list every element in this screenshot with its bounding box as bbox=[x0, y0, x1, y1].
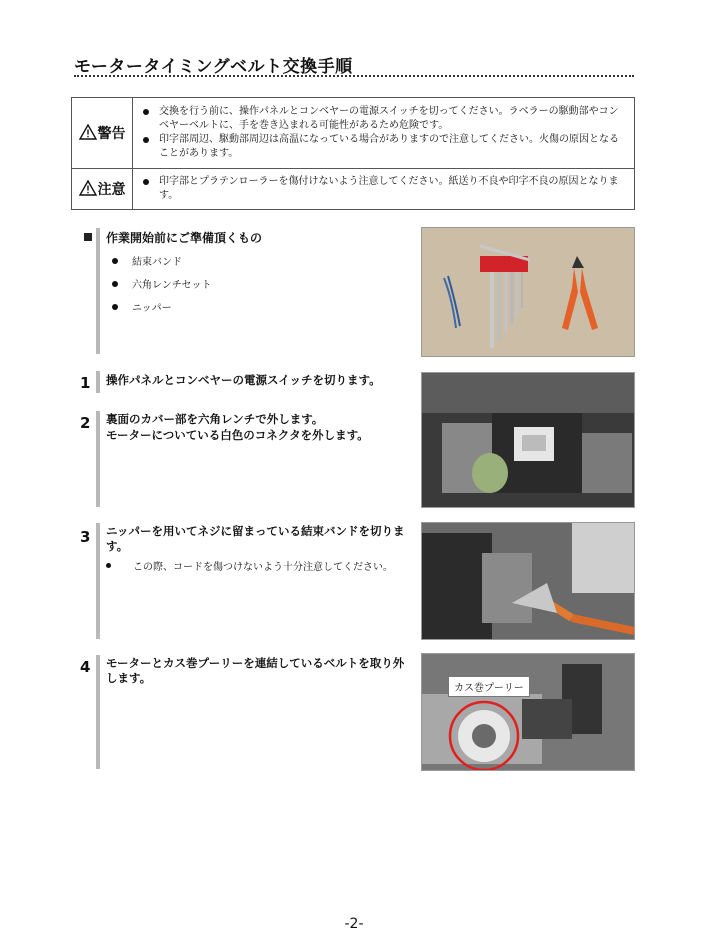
caution-item: 印字部とプラテンローラーを傷付けないよう注意してください。紙送り不良や印字不良の原因となります。 bbox=[139, 175, 628, 203]
warning-row bbox=[72, 98, 635, 169]
warning-label: 警告 bbox=[97, 125, 126, 142]
step-number: 1 bbox=[80, 374, 91, 392]
warning-item: 交換を行う前に、操作パネルとコンベヤーの電源スイッチを切ってください。ラベラーの駆動部やコンベヤーベルトに、手を巻き込まれる可能性があるため危険です。 bbox=[139, 105, 628, 133]
step-text: 操作パネルとコンベヤーの電源スイッチを切ります。 bbox=[106, 373, 381, 387]
section-square-icon bbox=[84, 233, 92, 241]
prep-item: 六角レンチセット bbox=[112, 276, 212, 291]
step-note: この際、コードを傷つけないよう十分注意してください。 bbox=[106, 558, 393, 573]
caution-label: 注意 bbox=[97, 181, 126, 198]
warning-text-cell bbox=[133, 98, 635, 169]
step-bar bbox=[96, 655, 100, 769]
step-text: モーターとカス巻プーリーを連結しているベルトを取り外します。 bbox=[106, 656, 405, 685]
page-number: -2- bbox=[344, 916, 364, 932]
caution-triangle-icon bbox=[79, 180, 97, 200]
title-underline bbox=[74, 75, 634, 77]
step-number: 2 bbox=[80, 414, 91, 432]
caution-text-cell bbox=[133, 169, 635, 210]
warning-item: 印字部周辺、駆動部周辺は高温になっている場合がありますので注意してください。火傷の原因となることがあります。 bbox=[139, 133, 628, 161]
tools-photo bbox=[421, 227, 635, 357]
step-text-line2: モーターについている白色のコネクタを外します。 bbox=[106, 428, 369, 442]
pulley-callout: カス巻プーリー bbox=[448, 676, 530, 697]
step-text: ニッパーを用いてネジに留まっている結束バンドを切ります。 bbox=[106, 524, 405, 553]
step4-photo bbox=[421, 653, 635, 771]
caution-label-cell bbox=[72, 169, 133, 210]
warning-label-cell bbox=[72, 98, 133, 169]
step-bar bbox=[96, 371, 100, 393]
step3-photo bbox=[421, 522, 635, 640]
prep-heading: 作業開始前にご準備頂くもの bbox=[106, 231, 263, 245]
step-text: 裏面のカバー部を六角レンチで外します。 bbox=[106, 412, 324, 426]
step-number: 3 bbox=[80, 528, 91, 546]
caution-row bbox=[72, 169, 635, 210]
prep-item: ニッパー bbox=[112, 299, 172, 314]
step2-photo bbox=[421, 372, 635, 508]
warning-triangle-icon bbox=[79, 124, 97, 144]
safety-table bbox=[71, 97, 635, 210]
step-bar bbox=[96, 411, 100, 507]
step-number: 4 bbox=[80, 658, 91, 676]
note-bullet-icon bbox=[106, 563, 111, 568]
prep-item: 結束バンド bbox=[112, 253, 182, 268]
page-title: モータータイミングベルト交換手順 bbox=[74, 57, 353, 77]
step-bar bbox=[96, 523, 100, 639]
section-bar bbox=[96, 228, 100, 354]
